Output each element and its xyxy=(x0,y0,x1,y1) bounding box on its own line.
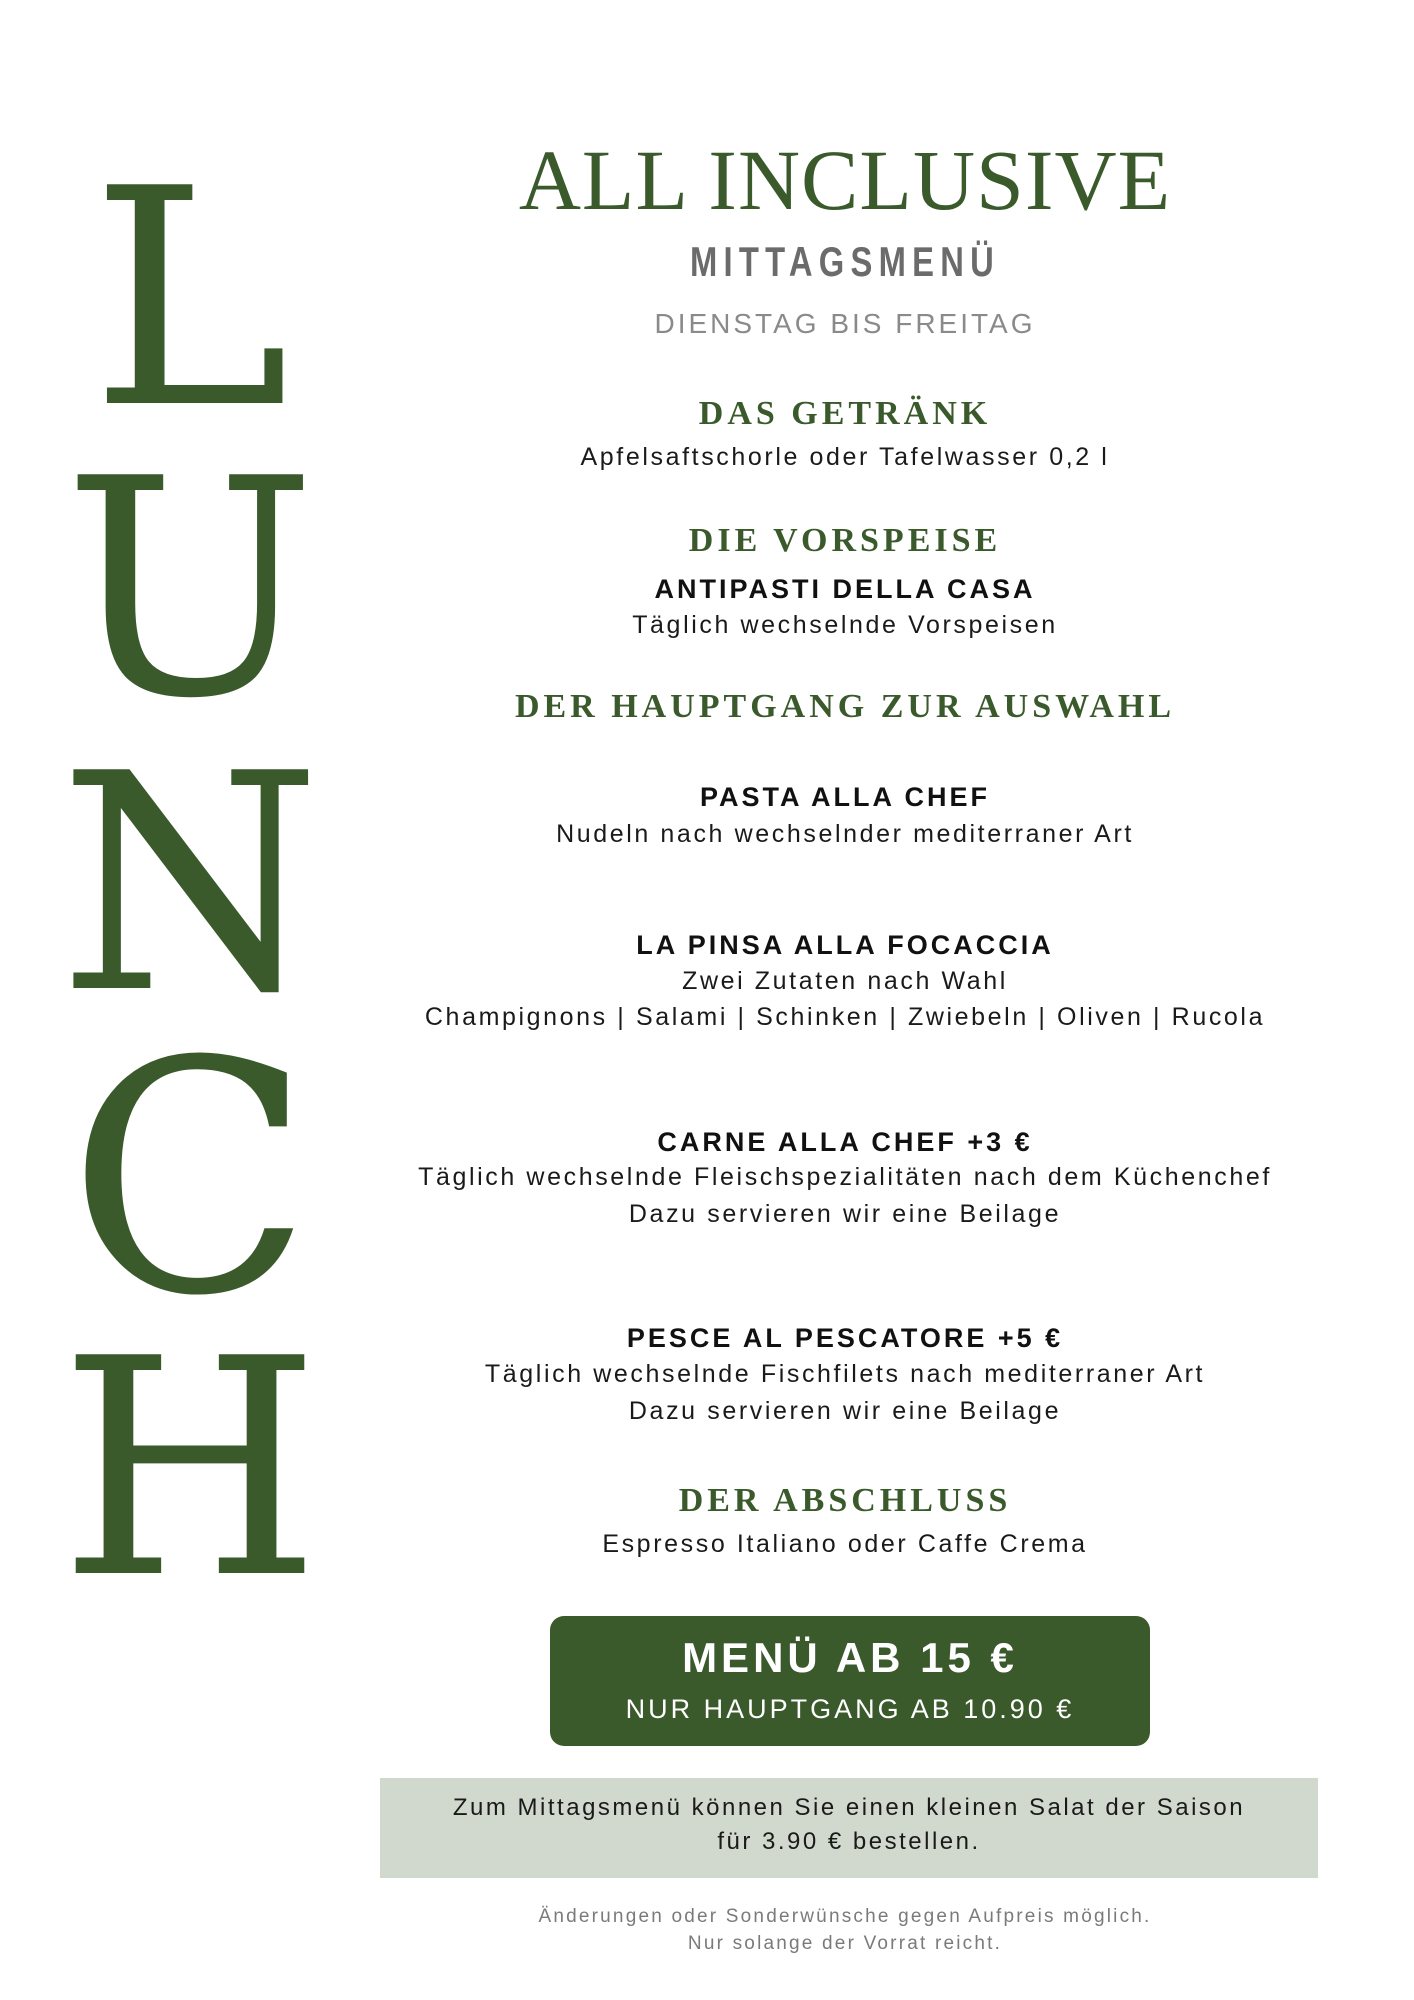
drink-heading: DAS GETRÄNK xyxy=(698,395,992,432)
dish-line-carne-2: Dazu servieren wir eine Beilage xyxy=(628,1200,1062,1228)
dish-title-pesce: PESCE AL PESCATORE +5 € xyxy=(626,1323,1064,1353)
dish-line-carne-1: Täglich wechselnde Fleischspezialitäten nach dem Küchenchef xyxy=(418,1163,1272,1191)
price-sub: NUR HAUPTGANG AB 10.90 € xyxy=(625,1694,1075,1724)
lunch-letter-c: C xyxy=(67,994,313,1366)
salad-note-line-1: Zum Mittagsmenü können Sie einen kleinen Salat der Saison xyxy=(452,1794,1246,1821)
starter-heading: DIE VORSPEISE xyxy=(688,522,1002,559)
lunch-letter-l: L xyxy=(90,125,290,474)
lunch-letter-n: N xyxy=(58,710,322,1059)
dish-title-pinsa: LA PINSA ALLA FOCACCIA xyxy=(636,930,1054,960)
menu-days: DIENSTAG BIS FREITAG xyxy=(654,308,1036,339)
dish-line-pasta-1: Nudeln nach wechselnder mediterraner Art xyxy=(556,820,1134,848)
drink-description: Apfelsaftschorle oder Tafelwasser 0,2 l xyxy=(580,443,1110,471)
main-course-heading: DER HAUPTGANG ZUR AUSWAHL xyxy=(514,688,1176,725)
dish-title-pasta: PASTA ALLA CHEF xyxy=(700,782,990,812)
dish-line-pesce-1: Täglich wechselnde Fischfilets nach mediterraner Art xyxy=(484,1360,1206,1388)
price-main: MENÜ AB 15 € xyxy=(682,1634,1018,1681)
dish-title-carne: CARNE ALLA CHEF +3 € xyxy=(657,1127,1033,1157)
dessert-description: Espresso Italiano oder Caffe Crema xyxy=(602,1530,1088,1558)
dessert-heading: DER ABSCHLUSS xyxy=(678,1482,1012,1519)
salad-note-box xyxy=(380,1778,1318,1878)
lunch-letter-u: U xyxy=(63,415,317,764)
price-box xyxy=(550,1616,1150,1746)
lunch-letter-h: H xyxy=(59,1295,321,1644)
dish-line-pinsa-2: Champignons | Salami | Schinken | Zwiebeln | Oliven | Rucola xyxy=(424,1003,1266,1031)
salad-note-line-2: für 3.90 € bestellen. xyxy=(717,1828,981,1855)
menu-title: ALL INCLUSIVE xyxy=(518,132,1172,228)
dish-line-pinsa-1: Zwei Zutaten nach Wahl xyxy=(682,967,1008,995)
starter-description: Täglich wechselnde Vorspeisen xyxy=(632,611,1058,639)
menu-subtitle: MITTAGSMENÜ xyxy=(689,238,1001,285)
footer-line-2: Nur solange der Vorrat reicht. xyxy=(687,1933,1003,1954)
footer-line-1: Änderungen oder Sonderwünsche gegen Aufpreis möglich. xyxy=(538,1906,1152,1927)
starter-title: ANTIPASTI DELLA CASA xyxy=(654,574,1036,604)
dish-line-pesce-2: Dazu servieren wir eine Beilage xyxy=(628,1397,1062,1425)
